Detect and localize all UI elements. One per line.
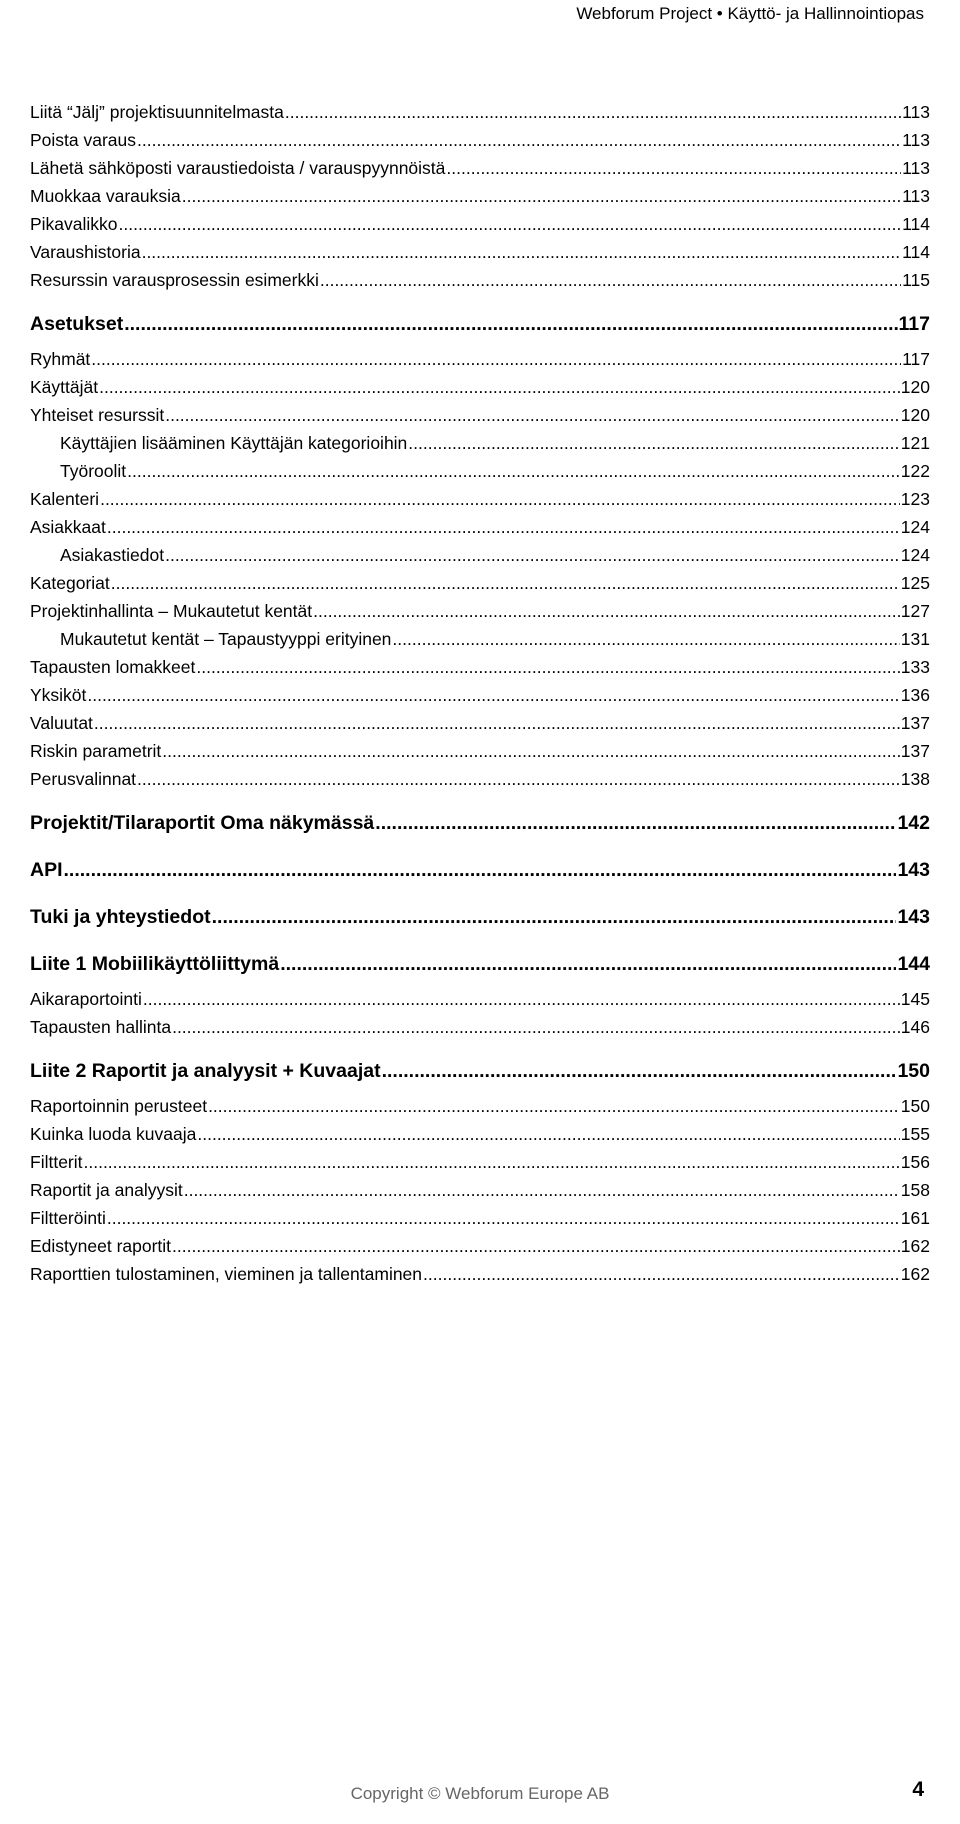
toc-entry-title: Yhteiset resurssit (30, 405, 165, 425)
dot-leader (111, 569, 900, 597)
toc-entry-page: 136 (900, 685, 930, 705)
toc-entry[interactable] (30, 98, 930, 126)
toc-entry-page: 113 (902, 158, 930, 178)
toc-entry-page: 150 (897, 1060, 930, 1082)
toc-entry[interactable] (30, 513, 930, 541)
toc-entry-title: Aikaraportointi (30, 989, 142, 1009)
dot-leader (124, 308, 897, 341)
dot-leader (162, 737, 900, 765)
table-of-contents (30, 98, 930, 1288)
toc-entry-title: Tapausten hallinta (30, 1017, 172, 1037)
toc-entry-title: Mukautetut kentät – Tapaustyyppi erityinen (60, 629, 392, 649)
dot-leader (127, 457, 900, 485)
dot-leader (392, 625, 899, 653)
toc-entry[interactable] (30, 345, 930, 373)
toc-entry-page: 145 (900, 989, 930, 1009)
toc-entry[interactable] (30, 541, 930, 569)
toc-entry-title: Poista varaus (30, 130, 137, 150)
toc-entry-title: Lähetä sähköposti varaustiedoista / varauspyynnöistä (30, 158, 446, 178)
dot-leader (212, 901, 897, 934)
toc-entry-page: 137 (900, 713, 930, 733)
toc-entry[interactable] (30, 126, 930, 154)
toc-entry[interactable] (30, 154, 930, 182)
toc-entry[interactable] (30, 597, 930, 625)
toc-entry-title: Filtterit (30, 1152, 83, 1172)
toc-entry-page: 156 (900, 1152, 930, 1172)
toc-entry[interactable] (30, 1092, 930, 1120)
toc-entry-title: Liite 2 Raportit ja analyysit + Kuvaajat (30, 1060, 381, 1082)
toc-entry-title: Muokkaa varauksia (30, 186, 181, 206)
toc-entry[interactable] (30, 1013, 930, 1041)
dot-leader (375, 807, 896, 840)
dot-leader (137, 765, 900, 793)
toc-entry-title: Käyttäjien lisääminen Käyttäjän kategorioihin (60, 433, 408, 453)
toc-entry[interactable] (30, 1176, 930, 1204)
dot-leader (408, 429, 900, 457)
toc-entry[interactable] (30, 901, 930, 934)
dot-leader (91, 345, 901, 373)
toc-entry[interactable] (30, 854, 930, 887)
dot-leader (208, 1092, 900, 1120)
toc-entry[interactable] (30, 457, 930, 485)
toc-entry-title: Asiakkaat (30, 517, 106, 537)
toc-entry-page: 161 (900, 1208, 930, 1228)
toc-entry-page: 138 (900, 769, 930, 789)
toc-entry-title: Liite 1 Mobiilikäyttöliittymä (30, 953, 280, 975)
toc-entry-page: 124 (900, 545, 930, 565)
toc-entry-title: Käyttäjät (30, 377, 99, 397)
toc-entry-page: 150 (900, 1096, 930, 1116)
dot-leader (423, 1260, 900, 1288)
toc-entry[interactable] (30, 485, 930, 513)
dot-leader (87, 681, 899, 709)
toc-entry[interactable] (30, 1120, 930, 1148)
dot-leader (285, 98, 901, 126)
toc-entry[interactable] (30, 625, 930, 653)
dot-leader (172, 1013, 900, 1041)
dot-leader (99, 373, 900, 401)
toc-entry-title: Varaushistoria (30, 242, 141, 262)
toc-entry[interactable] (30, 1260, 930, 1288)
dot-leader (313, 597, 900, 625)
dot-leader (184, 1176, 900, 1204)
toc-entry-title: Liitä “Jälj” projektisuunnitelmasta (30, 102, 284, 122)
toc-entry[interactable] (30, 373, 930, 401)
toc-entry-title: Yksiköt (30, 685, 87, 705)
toc-entry-title: Resurssin varausprosessin esimerkki (30, 270, 319, 290)
toc-entry-page: 162 (900, 1264, 930, 1284)
toc-entry-page: 120 (900, 377, 930, 397)
toc-entry[interactable] (30, 210, 930, 238)
toc-entry-page: 115 (902, 270, 930, 290)
toc-entry-title: Pikavalikko (30, 214, 118, 234)
toc-entry-title: Asiakastiedot (60, 545, 165, 565)
toc-entry-page: 146 (900, 1017, 930, 1037)
toc-entry[interactable] (30, 1055, 930, 1088)
toc-entry[interactable] (30, 429, 930, 457)
toc-entry-page: 137 (900, 741, 930, 761)
toc-entry-page: 123 (900, 489, 930, 509)
toc-entry-title: Asetukset (30, 313, 124, 335)
dot-leader (172, 1232, 900, 1260)
toc-entry[interactable] (30, 948, 930, 981)
toc-entry-page: 155 (900, 1124, 930, 1144)
dot-leader (165, 541, 900, 569)
toc-entry-title: Perusvalinnat (30, 769, 137, 789)
dot-leader (119, 210, 902, 238)
toc-entry[interactable] (30, 653, 930, 681)
toc-entry-title: Riskin parametrit (30, 741, 162, 761)
toc-entry-page: 113 (902, 130, 930, 150)
toc-entry-title: Tapausten lomakkeet (30, 657, 196, 677)
dot-leader (446, 154, 901, 182)
toc-entry[interactable] (30, 1232, 930, 1260)
toc-entry-page: 143 (897, 906, 930, 928)
toc-entry[interactable] (30, 182, 930, 210)
dot-leader (142, 238, 902, 266)
toc-entry[interactable] (30, 266, 930, 294)
footer-copyright: Copyright © Webforum Europe AB (350, 1784, 610, 1803)
dot-leader (84, 1148, 900, 1176)
toc-entry-page: 113 (902, 186, 930, 206)
toc-entry-page: 117 (898, 313, 930, 335)
toc-entry-title: API (30, 859, 63, 881)
running-header: Webforum Project • Käyttö- ja Hallinnointiopas (576, 4, 924, 23)
toc-entry[interactable] (30, 401, 930, 429)
toc-entry-title: Kuinka luoda kuvaaja (30, 1124, 197, 1144)
dot-leader (107, 513, 900, 541)
toc-entry-page: 158 (900, 1180, 930, 1200)
dot-leader (94, 709, 900, 737)
dot-leader (100, 485, 900, 513)
dot-leader (280, 948, 896, 981)
footer-page-number: 4 (912, 1778, 924, 1801)
toc-entry-page: 124 (900, 517, 930, 537)
toc-entry-title: Raportoinnin perusteet (30, 1096, 208, 1116)
dot-leader (143, 985, 900, 1013)
toc-entry[interactable] (30, 765, 930, 793)
toc-entry-title: Edistyneet raportit (30, 1236, 172, 1256)
dot-leader (197, 1120, 899, 1148)
dot-leader (196, 653, 899, 681)
toc-entry-title: Tuki ja yhteystiedot (30, 906, 211, 928)
toc-entry-page: 133 (900, 657, 930, 677)
dot-leader (107, 1204, 900, 1232)
dot-leader (137, 126, 901, 154)
toc-entry-title: Raportit ja analyysit (30, 1180, 183, 1200)
toc-entry-page: 143 (897, 859, 930, 881)
toc-entry-page: 113 (902, 102, 930, 122)
toc-entry-title: Ryhmät (30, 349, 91, 369)
dot-leader (320, 266, 901, 294)
toc-entry-page: 117 (902, 349, 930, 369)
toc-entry-title: Projektinhallinta – Mukautetut kentät (30, 601, 313, 621)
dot-leader (382, 1055, 897, 1088)
toc-entry-title: Kalenteri (30, 489, 100, 509)
toc-entry[interactable] (30, 1148, 930, 1176)
toc-entry-page: 142 (897, 812, 930, 834)
toc-entry[interactable] (30, 807, 930, 840)
toc-entry[interactable] (30, 985, 930, 1013)
toc-entry-title: Filtteröinti (30, 1208, 106, 1228)
dot-leader (182, 182, 901, 210)
dot-leader (64, 854, 897, 887)
toc-entry-title: Valuutat (30, 713, 93, 733)
toc-entry-page: 122 (900, 461, 930, 481)
toc-entry-page: 114 (902, 242, 930, 262)
toc-entry-page: 121 (900, 433, 930, 453)
toc-entry-page: 131 (900, 629, 930, 649)
toc-entry-title: Työroolit (60, 461, 127, 481)
toc-entry[interactable] (30, 308, 930, 341)
toc-entry[interactable] (30, 569, 930, 597)
toc-entry[interactable] (30, 1204, 930, 1232)
toc-entry-title: Raporttien tulostaminen, vieminen ja tallentaminen (30, 1264, 423, 1284)
toc-entry[interactable] (30, 681, 930, 709)
dot-leader (165, 401, 900, 429)
toc-entry-title: Projektit/Tilaraportit Oma näkymässä (30, 812, 375, 834)
toc-entry-page: 125 (900, 573, 930, 593)
toc-entry-page: 127 (900, 601, 930, 621)
toc-entry-page: 144 (897, 953, 930, 975)
toc-entry-page: 162 (900, 1236, 930, 1256)
toc-entry-title: Kategoriat (30, 573, 110, 593)
toc-entry[interactable] (30, 238, 930, 266)
toc-entry[interactable] (30, 709, 930, 737)
toc-entry[interactable] (30, 737, 930, 765)
toc-entry-page: 114 (902, 214, 930, 234)
toc-entry-page: 120 (900, 405, 930, 425)
